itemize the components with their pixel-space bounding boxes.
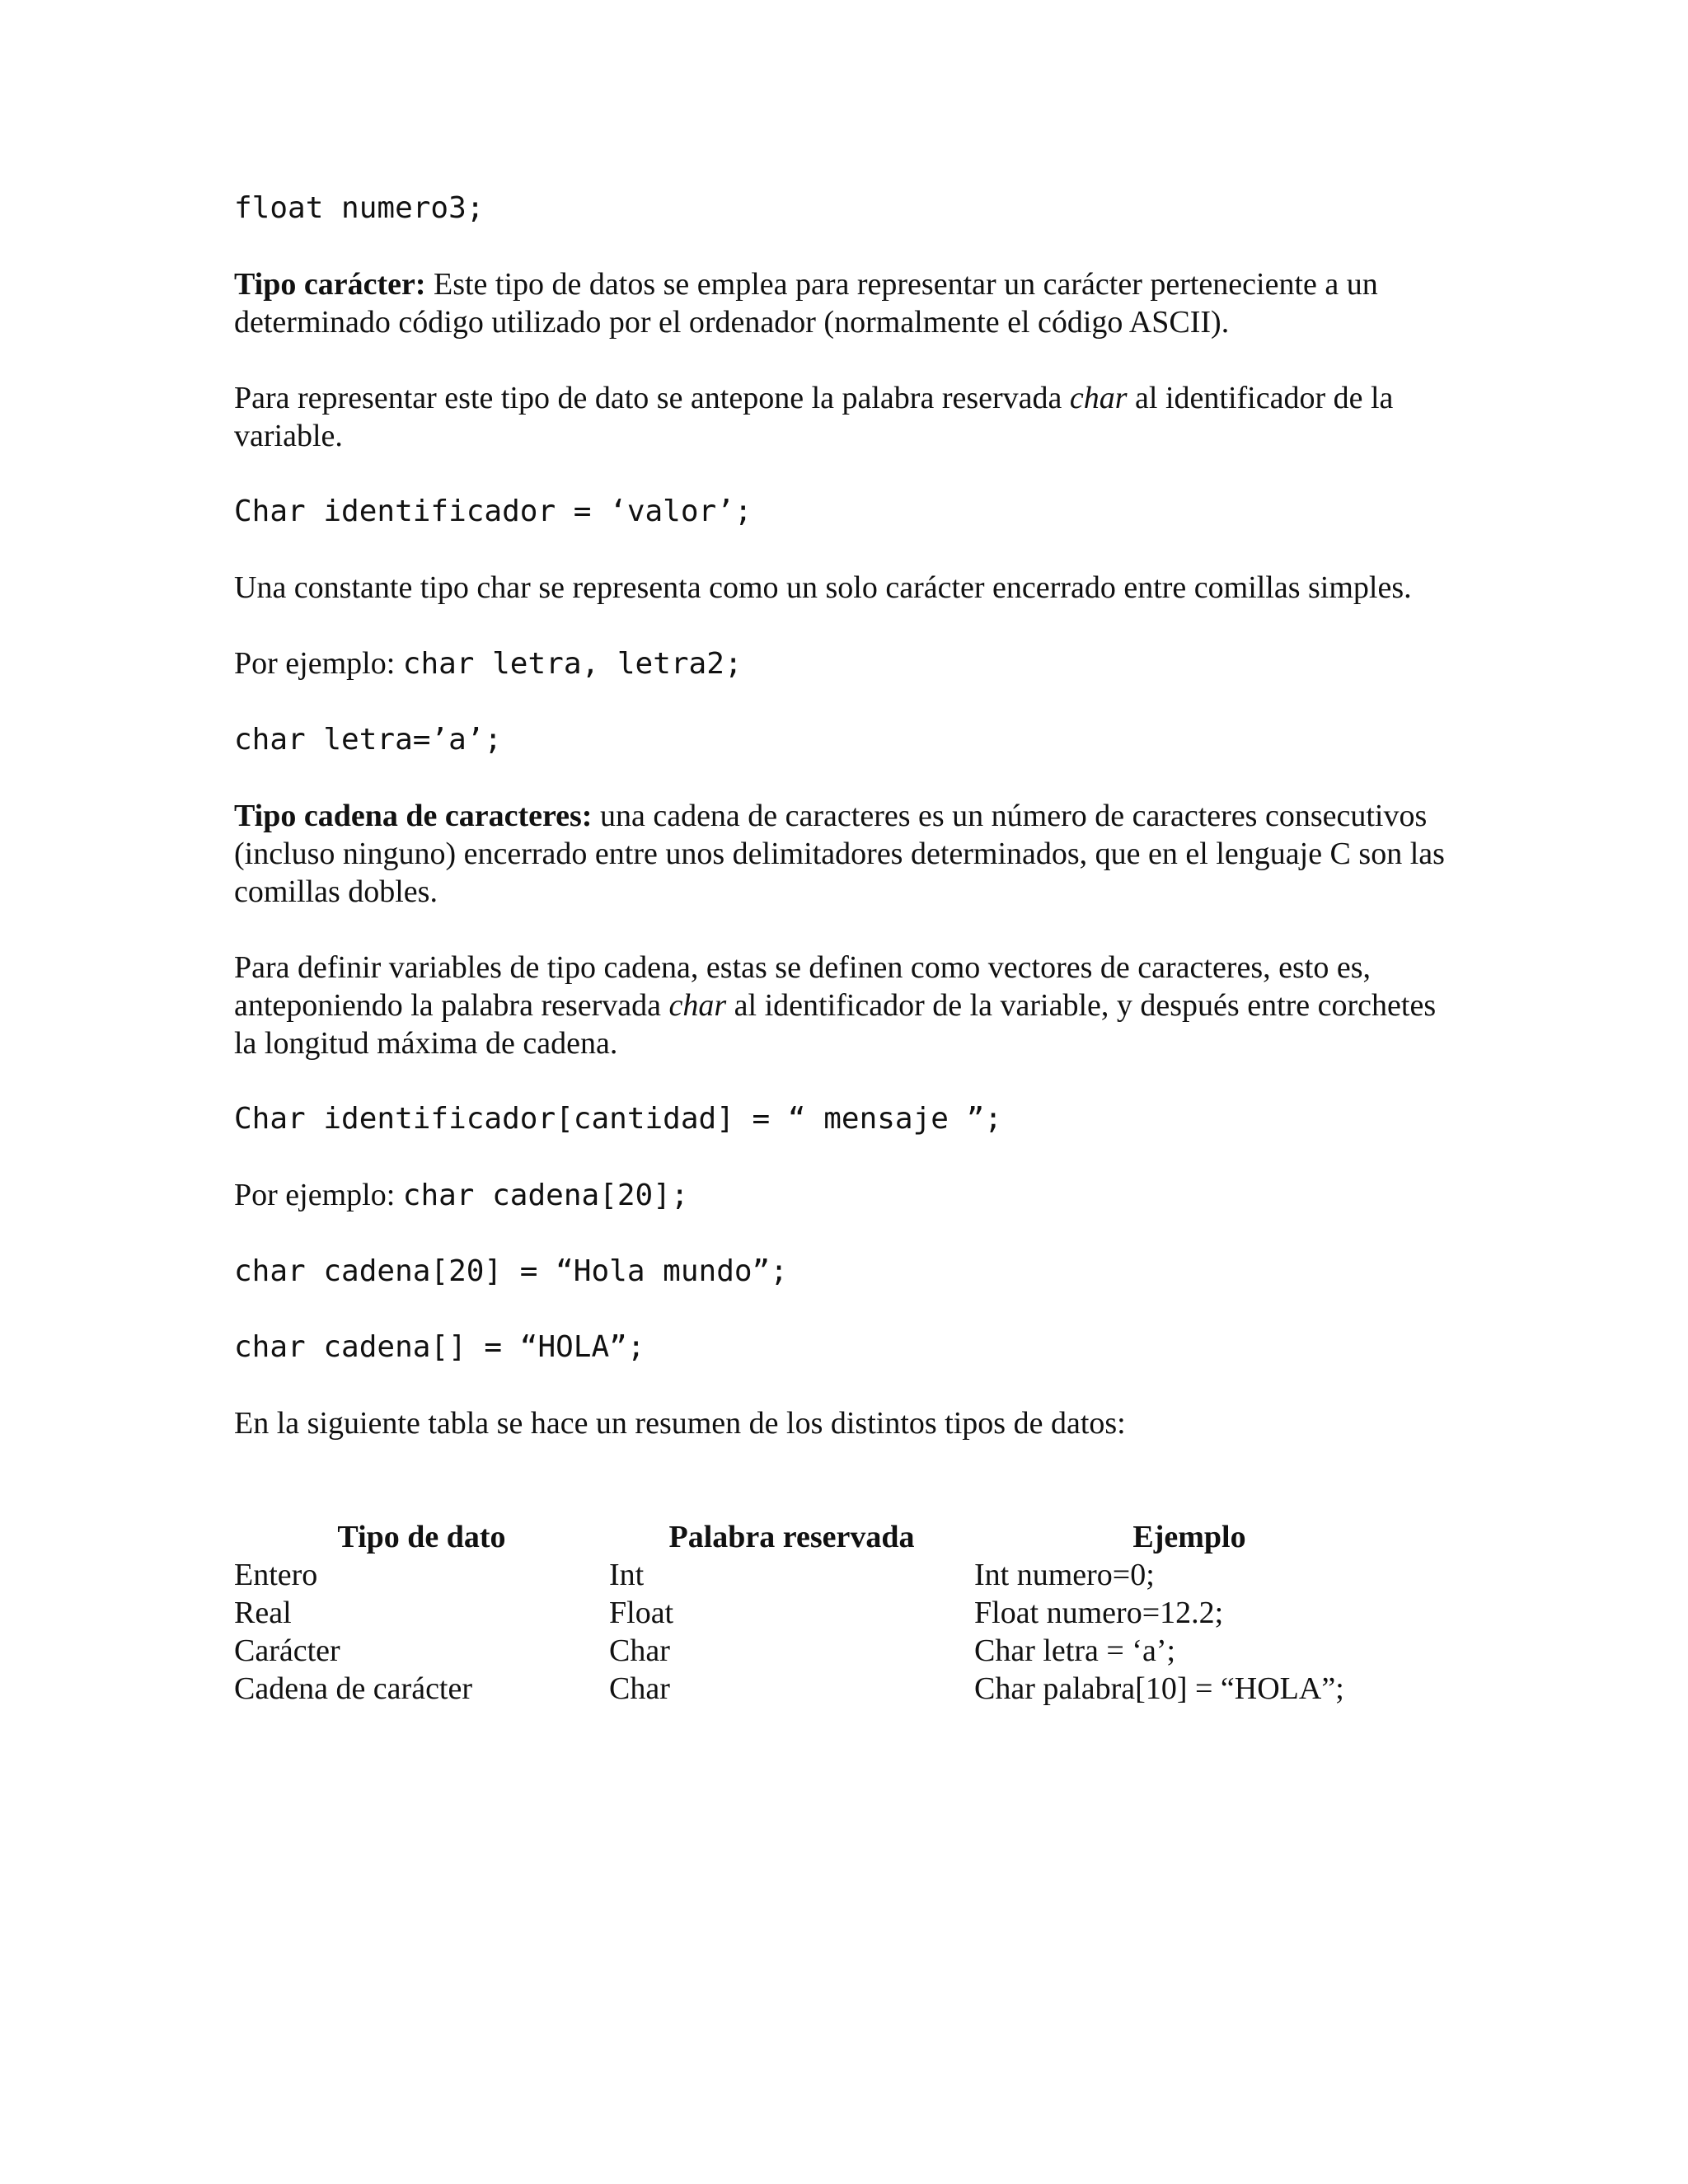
table-cell: Char bbox=[609, 1671, 670, 1706]
table-header-row bbox=[234, 1518, 1404, 1556]
code-string-hola-mundo: char cadena[20] = “Hola mundo”; bbox=[234, 1254, 788, 1288]
table-cell: Carácter bbox=[234, 1633, 340, 1668]
code-char-identifier: Char identificador = ‘valor’; bbox=[234, 494, 753, 528]
table-row bbox=[234, 1556, 1404, 1594]
table-cell: Real bbox=[234, 1596, 292, 1630]
string-define-text-before: Para definir variables de tipo cadena, estas se definen como vectores de caracteres, esto es, anteponiendo la palabra reservada bbox=[234, 950, 1371, 1023]
paragraph-char-keyword bbox=[234, 379, 1462, 455]
paragraph-example-1 bbox=[234, 644, 1462, 683]
string-type-description: una cadena de caracteres es un número de caracteres consecutivos (incluso ninguno) encerrado entre unos delimitadores determinados, que en el lenguaje C son las comillas dobles. bbox=[234, 799, 1445, 909]
code-string-identifier: Char identificador[cantidad] = “ mensaje ”; bbox=[234, 1102, 1002, 1136]
code-float-declaration: float numero3; bbox=[234, 191, 485, 225]
table-cell: Entero bbox=[234, 1558, 318, 1592]
example-label: Por ejemplo: bbox=[234, 1178, 403, 1212]
table-header-cell: Tipo de dato bbox=[337, 1520, 506, 1554]
code-string-hola: char cadena[] = “HOLA”; bbox=[234, 1330, 645, 1364]
char-type-description: Este tipo de datos se emplea para representar un carácter perteneciente a un determinado código utilizado por el ordenador (normalmente el código ASCII). bbox=[234, 267, 1378, 340]
heading-char-type: Tipo carácter: bbox=[234, 267, 426, 302]
paragraph-summary-intro: En la siguiente tabla se hace un resumen de los distintos tipos de datos: bbox=[234, 1406, 1126, 1441]
paragraph-string-type bbox=[234, 797, 1462, 911]
example-code: char cadena[20]; bbox=[402, 1179, 689, 1212]
table-cell: Int bbox=[609, 1558, 645, 1592]
keyword-char-italic-2: char bbox=[668, 988, 727, 1023]
example-code: char letra, letra2; bbox=[402, 647, 743, 681]
table-header-cell: Ejemplo bbox=[1132, 1520, 1246, 1554]
paragraph-string-define bbox=[234, 949, 1462, 1062]
document-body bbox=[234, 190, 1462, 1708]
keyword-char-italic: char bbox=[1069, 381, 1128, 415]
table-cell: Float numero=12.2; bbox=[974, 1596, 1224, 1630]
paragraph-char-constant: Una constante tipo char se representa como un solo carácter encerrado entre comillas simples. bbox=[234, 570, 1412, 605]
example-label: Por ejemplo: bbox=[234, 646, 403, 681]
string-define-text-after: al identificador de la variable, y después entre corchetes la longitud máxima de cadena. bbox=[234, 988, 1437, 1061]
paragraph-example-2 bbox=[234, 1176, 1462, 1215]
table-row bbox=[234, 1594, 1404, 1632]
table-cell: Int numero=0; bbox=[974, 1558, 1155, 1592]
table-cell: Float bbox=[609, 1596, 674, 1630]
char-keyword-text-before: Para representar este tipo de dato se antepone la palabra reservada bbox=[234, 381, 1070, 415]
paragraph-char-type bbox=[234, 265, 1462, 341]
table-row bbox=[234, 1670, 1404, 1708]
table-header-cell: Palabra reservada bbox=[668, 1520, 915, 1554]
char-keyword-text-after: al identificador de la variable. bbox=[234, 381, 1394, 453]
data-types-table bbox=[234, 1518, 1404, 1708]
table-cell: Char palabra[10] = “HOLA”; bbox=[974, 1671, 1344, 1706]
code-char-letra-a: char letra=’a’; bbox=[234, 723, 503, 757]
table-row bbox=[234, 1632, 1404, 1670]
table-cell: Char letra = ‘a’; bbox=[974, 1633, 1176, 1668]
table-cell: Cadena de carácter bbox=[234, 1671, 473, 1706]
table-cell: Char bbox=[609, 1633, 670, 1668]
heading-string-type: Tipo cadena de caracteres: bbox=[234, 799, 593, 833]
